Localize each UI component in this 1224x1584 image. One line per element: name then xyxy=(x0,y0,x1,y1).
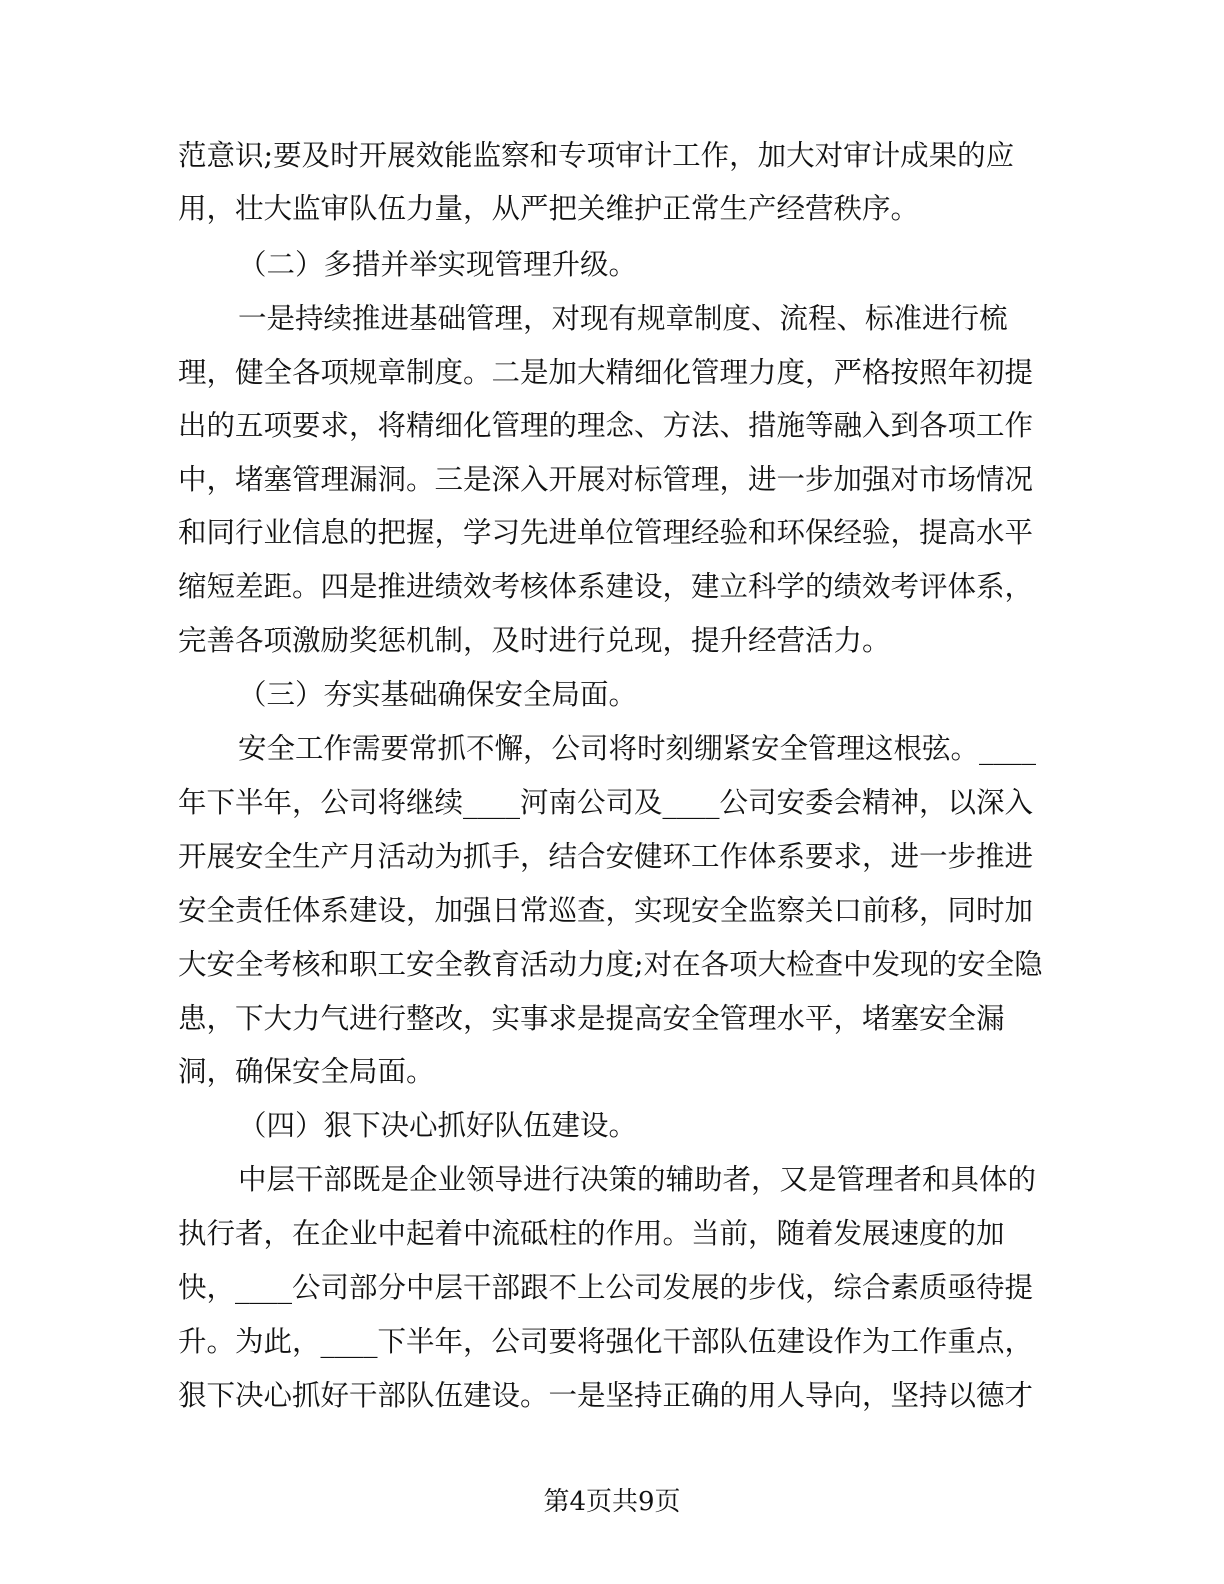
text-line: 年下半年，公司将继续____河南公司及____公司安委会精神，以深入 xyxy=(178,786,1034,819)
text-line: 患，下大力气进行整改，实事求是提高安全管理水平，堵塞安全漏 xyxy=(178,1002,1005,1035)
text-line: 理，健全各项规章制度。二是加大精细化管理力度，严格按照年初提 xyxy=(178,356,1034,389)
section-heading: （四）狠下决心抓好队伍建设。 xyxy=(238,1109,638,1142)
text-line: 狠下决心抓好干部队伍建设。一是坚持正确的用人导向，坚持以德才 xyxy=(178,1379,1034,1412)
text-line: 中，堵塞管理漏洞。三是深入开展对标管理，进一步加强对市场情况 xyxy=(178,463,1034,496)
text-line: 升。为此，____下半年，公司要将强化干部队伍建设作为工作重点， xyxy=(178,1325,1034,1358)
text-line: 安全工作需要常抓不懈，公司将时刻绷紧安全管理这根弦。____ xyxy=(238,732,1037,765)
text-line: 执行者，在企业中起着中流砥柱的作用。当前，随着发展速度的加 xyxy=(178,1217,1005,1250)
text-line: 完善各项激励奖惩机制，及时进行兑现，提升经营活力。 xyxy=(178,624,891,657)
text-line: 用，壮大监审队伍力量，从严把关维护正常生产经营秩序。 xyxy=(178,192,920,225)
text-line: 安全责任体系建设，加强日常巡查，实现安全监察关口前移，同时加 xyxy=(178,894,1034,927)
text-line: 缩短差距。四是推进绩效考核体系建设，建立科学的绩效考评体系， xyxy=(178,570,1034,603)
section-heading: （二）多措并举实现管理升级。 xyxy=(238,248,638,281)
text-line: 范意识;要及时开展效能监察和专项审计工作，加大对审计成果的应 xyxy=(178,139,1015,172)
text-line: 中层干部既是企业领导进行决策的辅助者，又是管理者和具体的 xyxy=(238,1163,1037,1196)
text-line: 一是持续推进基础管理，对现有规章制度、流程、标准进行梳 xyxy=(238,302,1008,335)
text-line: 出的五项要求，将精细化管理的理念、方法、措施等融入到各项工作 xyxy=(178,409,1034,442)
page-number-footer: 第4页共9页 xyxy=(543,1487,681,1517)
text-line: 大安全考核和职工安全教育活动力度;对在各项大检查中发现的安全隐 xyxy=(178,948,1043,981)
text-line: 开展安全生产月活动为抓手，结合安健环工作体系要求，进一步推进 xyxy=(178,840,1034,873)
text-line: 洞，确保安全局面。 xyxy=(178,1055,435,1088)
text-line: 快，____公司部分中层干部跟不上公司发展的步伐，综合素质亟待提 xyxy=(178,1271,1034,1304)
text-line: 和同行业信息的把握，学习先进单位管理经验和环保经验，提高水平 xyxy=(178,516,1034,549)
section-heading: （三）夯实基础确保安全局面。 xyxy=(238,678,638,711)
